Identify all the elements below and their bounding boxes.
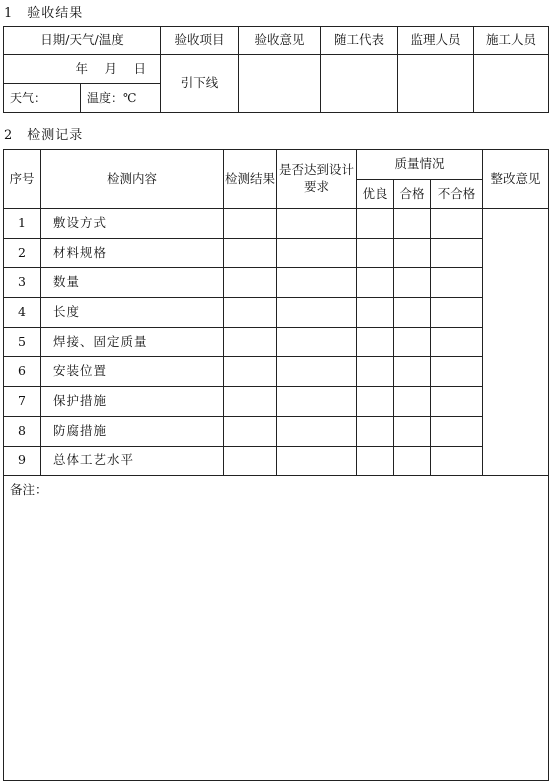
row-content: 敷设方式 [41, 209, 224, 239]
table-row [4, 387, 549, 417]
header-rectification: 整改意见 [483, 150, 549, 209]
result-cell[interactable] [224, 387, 277, 417]
remarks-field[interactable] [4, 476, 549, 781]
row-no: 7 [4, 387, 41, 417]
qualified-cell[interactable] [394, 298, 431, 328]
qualified-cell[interactable] [394, 357, 431, 387]
result-cell[interactable] [224, 357, 277, 387]
unqualified-cell[interactable] [431, 357, 483, 387]
unqualified-cell[interactable] [431, 238, 483, 268]
header-meets-design: 是否达到设计要求 [277, 150, 357, 209]
row-content: 总体工艺水平 [41, 446, 224, 476]
meets-design-cell[interactable] [277, 209, 357, 239]
row-content: 防腐措施 [41, 416, 224, 446]
row-no: 5 [4, 327, 41, 357]
date-field[interactable]: 年 月 日 [4, 55, 161, 84]
header-acceptance-opinion: 验收意见 [239, 27, 321, 55]
table-row [4, 238, 549, 268]
row-no: 9 [4, 446, 41, 476]
row-content: 焊接、固定质量 [41, 327, 224, 357]
meets-design-cell[interactable] [277, 446, 357, 476]
result-cell[interactable] [224, 327, 277, 357]
header-supervisor: 监理人员 [398, 27, 474, 55]
header-excellent: 优良 [357, 180, 394, 209]
excellent-cell[interactable] [357, 298, 394, 328]
row-no: 6 [4, 357, 41, 387]
site-representative-cell[interactable] [321, 55, 398, 113]
row-no: 3 [4, 268, 41, 298]
result-cell[interactable] [224, 238, 277, 268]
table-row [4, 209, 549, 239]
header-quality: 质量情况 [357, 150, 483, 180]
excellent-cell[interactable] [357, 416, 394, 446]
construction-staff-cell[interactable] [474, 55, 549, 113]
unqualified-cell[interactable] [431, 209, 483, 239]
unqualified-cell[interactable] [431, 327, 483, 357]
unqualified-cell[interactable] [431, 268, 483, 298]
unqualified-cell[interactable] [431, 298, 483, 328]
excellent-cell[interactable] [357, 327, 394, 357]
header-site-representative: 随工代表 [321, 27, 398, 55]
table-row [4, 327, 549, 357]
unqualified-cell[interactable] [431, 416, 483, 446]
acceptance-opinion-cell[interactable] [239, 55, 321, 113]
table-row [4, 268, 549, 298]
header-inspection-item: 验收项目 [161, 27, 239, 55]
result-cell[interactable] [224, 298, 277, 328]
row-content: 材料规格 [41, 238, 224, 268]
unqualified-cell[interactable] [431, 446, 483, 476]
excellent-cell[interactable] [357, 446, 394, 476]
result-cell[interactable] [224, 416, 277, 446]
qualified-cell[interactable] [394, 446, 431, 476]
row-content: 长度 [41, 298, 224, 328]
result-cell[interactable] [224, 446, 277, 476]
section2-title: 2 检测记录 [4, 128, 84, 143]
row-content: 数量 [41, 268, 224, 298]
excellent-cell[interactable] [357, 387, 394, 417]
section1-title: 1 验收结果 [4, 6, 84, 21]
header-qualified: 合格 [394, 180, 431, 209]
table-row [4, 298, 549, 328]
qualified-cell[interactable] [394, 327, 431, 357]
meets-design-cell[interactable] [277, 268, 357, 298]
table-row [4, 416, 549, 446]
row-no: 1 [4, 209, 41, 239]
supervisor-cell[interactable] [398, 55, 474, 113]
meets-design-cell[interactable] [277, 357, 357, 387]
result-cell[interactable] [224, 268, 277, 298]
temperature-field[interactable]: 温度：℃ [81, 84, 161, 113]
weather-field[interactable]: 天气： [4, 84, 81, 113]
rectification-cell[interactable] [483, 209, 549, 476]
meets-design-cell[interactable] [277, 387, 357, 417]
qualified-cell[interactable] [394, 238, 431, 268]
header-date-weather-temp: 日期/天气/温度 [4, 27, 161, 55]
excellent-cell[interactable] [357, 357, 394, 387]
row-no: 4 [4, 298, 41, 328]
header-no: 序号 [4, 150, 41, 209]
header-construction-staff: 施工人员 [474, 27, 549, 55]
unqualified-cell[interactable] [431, 387, 483, 417]
acceptance-result-table [3, 26, 549, 113]
inspection-item-value: 引下线 [161, 55, 239, 113]
meets-design-cell[interactable] [277, 298, 357, 328]
row-no: 8 [4, 416, 41, 446]
header-content: 检测内容 [41, 150, 224, 209]
qualified-cell[interactable] [394, 416, 431, 446]
row-no: 2 [4, 238, 41, 268]
meets-design-cell[interactable] [277, 238, 357, 268]
header-unqualified: 不合格 [431, 180, 483, 209]
excellent-cell[interactable] [357, 209, 394, 239]
qualified-cell[interactable] [394, 209, 431, 239]
excellent-cell[interactable] [357, 268, 394, 298]
meets-design-cell[interactable] [277, 416, 357, 446]
table-row [4, 446, 549, 476]
table-row [4, 357, 549, 387]
excellent-cell[interactable] [357, 238, 394, 268]
remarks-label: 备注： [10, 482, 48, 498]
result-cell[interactable] [224, 209, 277, 239]
qualified-cell[interactable] [394, 268, 431, 298]
qualified-cell[interactable] [394, 387, 431, 417]
inspection-record-table [3, 149, 549, 781]
header-result: 检测结果 [224, 150, 277, 209]
row-content: 安装位置 [41, 357, 224, 387]
row-content: 保护措施 [41, 387, 224, 417]
meets-design-cell[interactable] [277, 327, 357, 357]
